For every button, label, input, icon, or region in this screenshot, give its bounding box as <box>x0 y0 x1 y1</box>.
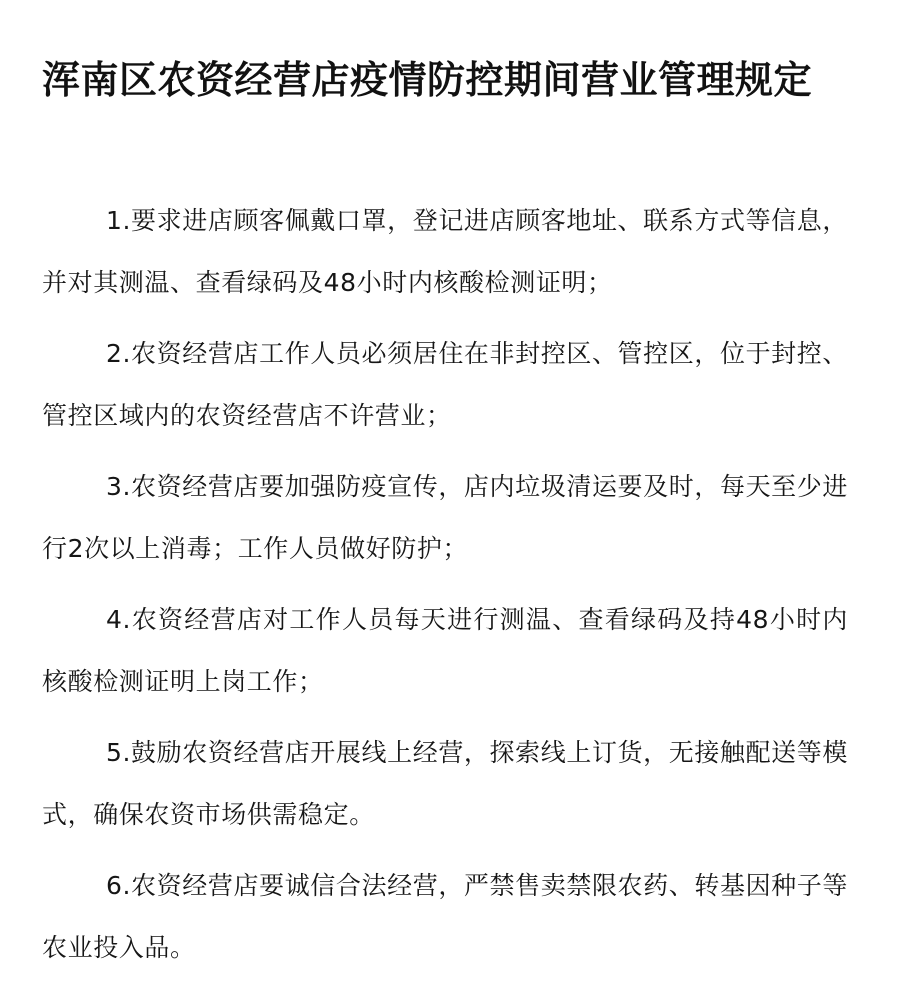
rules-list <box>42 190 848 988</box>
rule-item-5: 5.鼓励农资经营店开展线上经营，探索线上订货，无接触配送等模式，确保农资市场供需稳定。 <box>42 738 848 829</box>
rule-item-2: 2.农资经营店工作人员必须居住在非封控区、管控区，位于封控、管控区域内的农资经营店不许营业； <box>42 339 848 430</box>
rule-item-4: 4.农资经营店对工作人员每天进行测温、查看绿码及持48小时内核酸检测证明上岗工作； <box>42 605 848 696</box>
rule-item-6: 6.农资经营店要诚信合法经营，严禁售卖禁限农药、转基因种子等农业投入品。 <box>42 871 848 962</box>
rule-item-3: 3.农资经营店要加强防疫宣传，店内垃圾清运要及时，每天至少进行2次以上消毒；工作人员做好防护； <box>42 472 848 563</box>
page-title: 浑南区农资经营店疫情防控期间营业管理规定 <box>42 58 813 103</box>
rule-item-1: 1.要求进店顾客佩戴口罩，登记进店顾客地址、联系方式等信息，并对其测温、查看绿码及48小时内核酸检测证明； <box>42 206 848 297</box>
